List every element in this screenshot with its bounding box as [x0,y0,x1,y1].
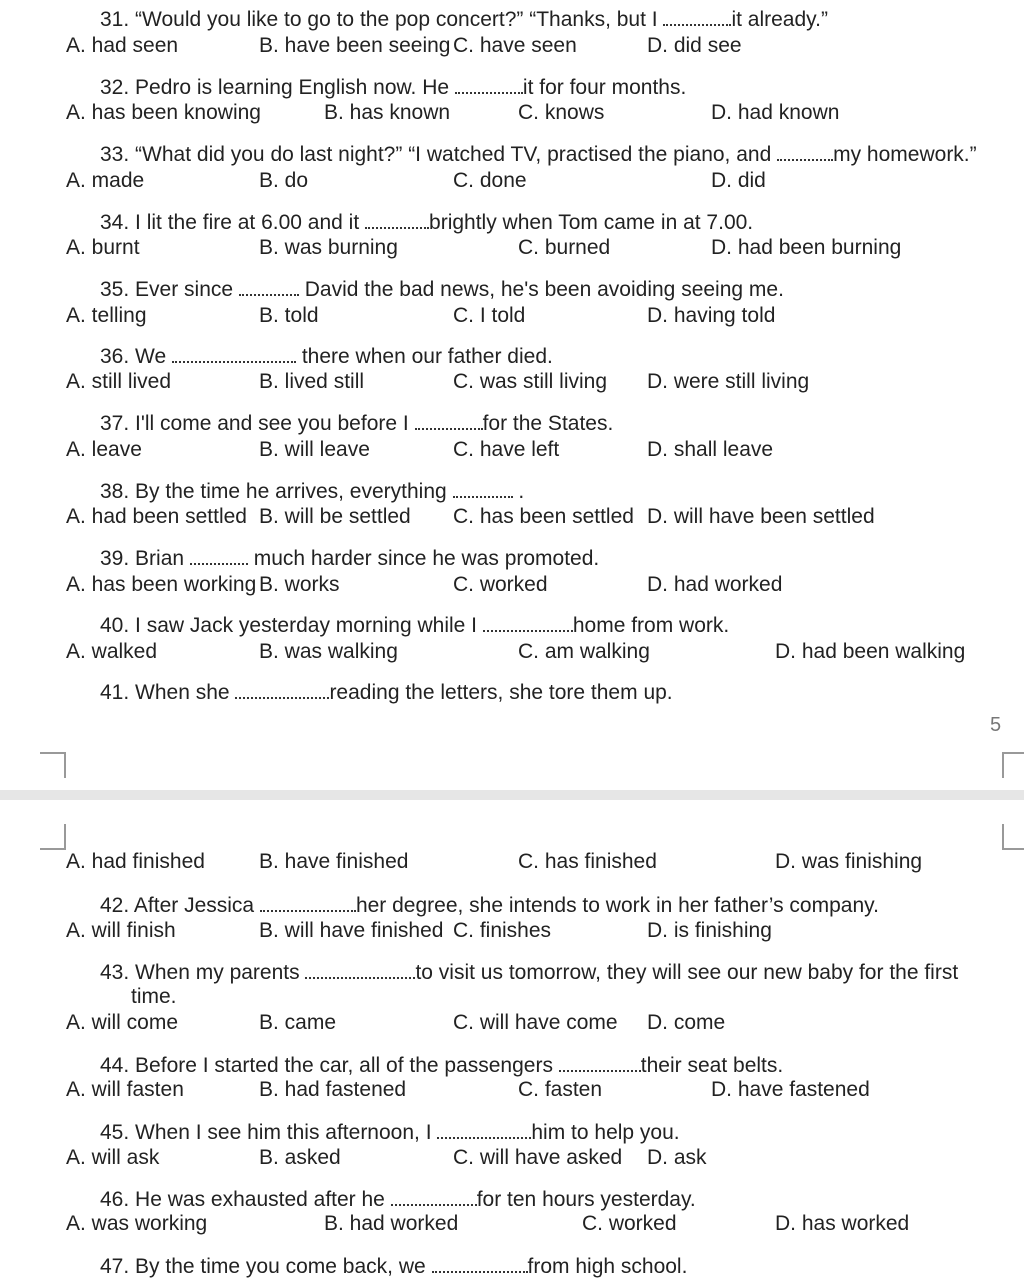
option-b[interactable]: B. have finished [259,850,409,873]
crop-mark [1002,752,1024,778]
option-c[interactable]: C. will have come [453,1011,618,1034]
option-b[interactable]: B. had worked [324,1212,459,1235]
option-c[interactable]: C. has finished [518,850,657,873]
option-b[interactable]: B. works [259,573,340,596]
option-b[interactable]: B. asked [259,1146,341,1169]
option-c[interactable]: C. worked [453,573,548,596]
option-c[interactable]: C. I told [453,304,526,327]
option-a[interactable]: A. had been settled [66,505,247,528]
option-b[interactable]: B. came [259,1011,337,1034]
question-37: 37. I'll come and see you before I for the States. [100,412,614,435]
answer-blank[interactable] [190,547,248,565]
option-c[interactable]: C. have seen [453,34,577,57]
option-b[interactable]: B. have been seeing [259,34,451,57]
option-a[interactable]: A. walked [66,640,158,663]
option-a[interactable]: A. was working [66,1212,208,1235]
answer-blank[interactable] [777,143,833,161]
option-c[interactable]: C. worked [582,1212,677,1235]
answer-blank[interactable] [437,1121,531,1139]
option-d[interactable]: D. have fastened [711,1078,870,1101]
option-b[interactable]: B. do [259,169,309,192]
option-b[interactable]: B. was walking [259,640,398,663]
option-c[interactable]: C. was still living [453,370,608,393]
question-40: 40. I saw Jack yesterday morning while I home from work. [100,614,730,637]
option-a[interactable]: A. had finished [66,850,205,873]
answer-blank[interactable] [172,345,296,363]
option-d[interactable]: D. come [647,1011,726,1034]
answer-blank[interactable] [559,1054,641,1072]
option-a[interactable]: A. telling [66,304,147,327]
question-47: 47. By the time you come back, we from high school. [100,1255,688,1278]
option-d[interactable]: D. will have been settled [647,505,875,528]
option-c[interactable]: C. done [453,169,527,192]
option-d[interactable]: D. ask [647,1146,707,1169]
question-32: 32. Pedro is learning English now. He it for four months. [100,76,687,99]
option-c[interactable]: C. burned [518,236,611,259]
question-39: 39. Brian much harder since he was promoted. [100,547,600,570]
answer-blank[interactable] [305,961,415,979]
page-6 [0,800,1024,1280]
option-d[interactable]: D. is finishing [647,919,772,942]
answer-blank[interactable] [365,211,429,229]
option-c[interactable]: C. am walking [518,640,650,663]
answer-blank[interactable] [453,480,513,498]
option-a[interactable]: A. will finish [66,919,176,942]
option-d[interactable]: D. had been burning [711,236,902,259]
page-number: 5 [990,714,1002,736]
option-c[interactable]: C. has been settled [453,505,634,528]
question-35: 35. Ever since David the bad news, he's been avoiding seeing me. [100,278,784,301]
option-d[interactable]: D. has worked [775,1212,910,1235]
option-a[interactable]: A. had seen [66,34,179,57]
option-b[interactable]: B. will be settled [259,505,411,528]
question-41: 41. When she reading the letters, she tore them up. [100,681,673,704]
question-38: 38. By the time he arrives, everything . [100,480,525,503]
option-a[interactable]: A. made [66,169,145,192]
question-33: 33. “What did you do last night?” “I watched TV, practised the piano, and my homework.” [100,143,977,166]
answer-blank[interactable] [432,1255,528,1273]
option-b[interactable]: B. was burning [259,236,398,259]
page-separator [0,790,1024,800]
crop-mark [1002,824,1024,850]
answer-blank[interactable] [260,894,356,912]
option-d[interactable]: D. had worked [647,573,783,596]
option-c[interactable]: C. finishes [453,919,552,942]
question-44: 44. Before I started the car, all of the passengers their seat belts. [100,1054,784,1077]
question-46: 46. He was exhausted after he for ten hours yesterday. [100,1188,696,1211]
answer-blank[interactable] [239,278,299,296]
option-d[interactable]: D. having told [647,304,776,327]
question-34: 34. I lit the fire at 6.00 and it brightly when Tom came in at 7.00. [100,211,754,234]
option-a[interactable]: A. has been knowing [66,101,261,124]
answer-blank[interactable] [415,412,483,430]
question-42: 42. After Jessica her degree, she intends to work in her father’s company. [100,894,879,917]
option-b[interactable]: B. will have finished [259,919,444,942]
option-a[interactable]: A. will ask [66,1146,160,1169]
option-b[interactable]: B. will leave [259,438,370,461]
option-a[interactable]: A. will fasten [66,1078,184,1101]
option-b[interactable]: B. has known [324,101,451,124]
option-b[interactable]: B. told [259,304,319,327]
option-d[interactable]: D. was finishing [775,850,923,873]
option-d[interactable]: D. did see [647,34,742,57]
answer-blank[interactable] [483,614,573,632]
question-31: 31. “Would you like to go to the pop concert?” “Thanks, but I it already.” [100,8,828,31]
crop-mark [40,824,66,850]
question-43: 43. When my parents to visit us tomorrow, they will see our new baby for the first time. [100,961,959,1008]
option-d[interactable]: D. shall leave [647,438,774,461]
option-b[interactable]: B. lived still [259,370,365,393]
option-a[interactable]: A. burnt [66,236,140,259]
question-36: 36. We there when our father died. [100,345,553,368]
option-a[interactable]: A. has been working [66,573,257,596]
option-d[interactable]: D. had been walking [775,640,966,663]
option-c[interactable]: C. knows [518,101,605,124]
option-a[interactable]: A. still lived [66,370,172,393]
option-d[interactable]: D. had known [711,101,840,124]
crop-mark [40,752,66,778]
option-d[interactable]: D. were still living [647,370,810,393]
option-c[interactable]: C. will have asked [453,1146,623,1169]
answer-blank[interactable] [391,1188,477,1206]
answer-blank[interactable] [663,8,731,26]
option-b[interactable]: B. had fastened [259,1078,407,1101]
option-c[interactable]: C. fasten [518,1078,603,1101]
option-d[interactable]: D. did [711,169,766,192]
answer-blank[interactable] [455,76,523,94]
option-a[interactable]: A. will come [66,1011,179,1034]
question-45: 45. When I see him this afternoon, I him to help you. [100,1121,680,1144]
option-a[interactable]: A. leave [66,438,142,461]
option-c[interactable]: C. have left [453,438,560,461]
answer-blank[interactable] [235,681,329,699]
